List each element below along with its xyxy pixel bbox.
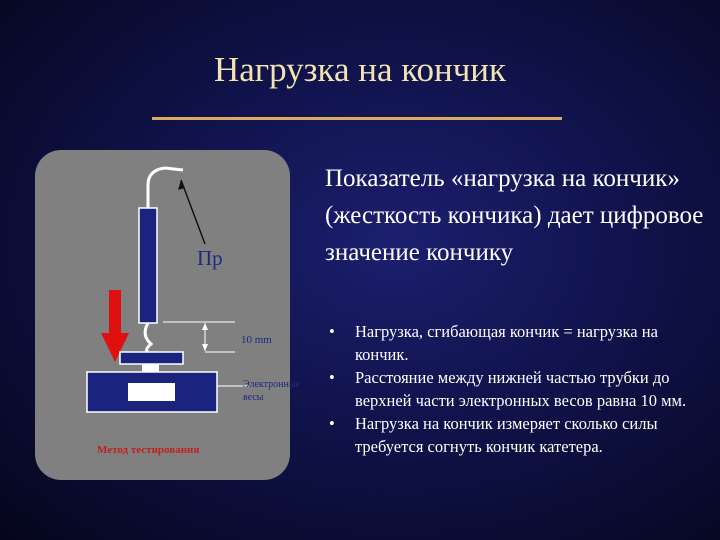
bullet-dot: • [329,368,335,387]
bullet-text: Нагрузка на кончик измеряет сколько силы требуется согнуть кончик катетера. [355,414,658,456]
catheter-wire [148,168,183,208]
scale-label [243,378,300,404]
catheter-tip [145,323,151,352]
distance-label: 10 mm [241,334,272,346]
bullet-dot: • [329,414,335,433]
bullet-item [325,412,695,458]
pr-label: Пр [197,246,223,270]
title-underline [152,117,562,120]
force-arrow-shaft [109,290,121,335]
bullet-text: Нагрузка, сгибающая кончик = нагрузка на кончик. [355,322,658,364]
pointer-line [181,180,205,244]
scale-label-line1: Электронные [243,379,300,390]
bullet-item [325,366,695,412]
scale-post [142,364,159,372]
bullet-item [325,320,695,366]
method-label: Метод тестирования [97,444,200,456]
bullet-list [325,320,695,458]
scale-label-line2: весы [243,392,264,403]
dimension-arrow-up [202,323,208,330]
scale-display [128,383,175,401]
bullet-text: Расстояние между нижней частью трубки до верхней части электронных весов равна 10 мм. [355,368,687,410]
dimension-arrow-down [202,344,208,351]
catheter-tube [139,208,157,323]
intro-text: Показатель «нагрузка на кончик» (жесткость кончика) дает цифровое значение кончику [325,165,704,266]
bullet-dot: • [329,322,335,341]
slide-title: Нагрузка на кончик [213,50,507,89]
diagram-drawing [35,150,290,480]
test-method-diagram [35,150,300,480]
scale-platform [120,352,183,364]
